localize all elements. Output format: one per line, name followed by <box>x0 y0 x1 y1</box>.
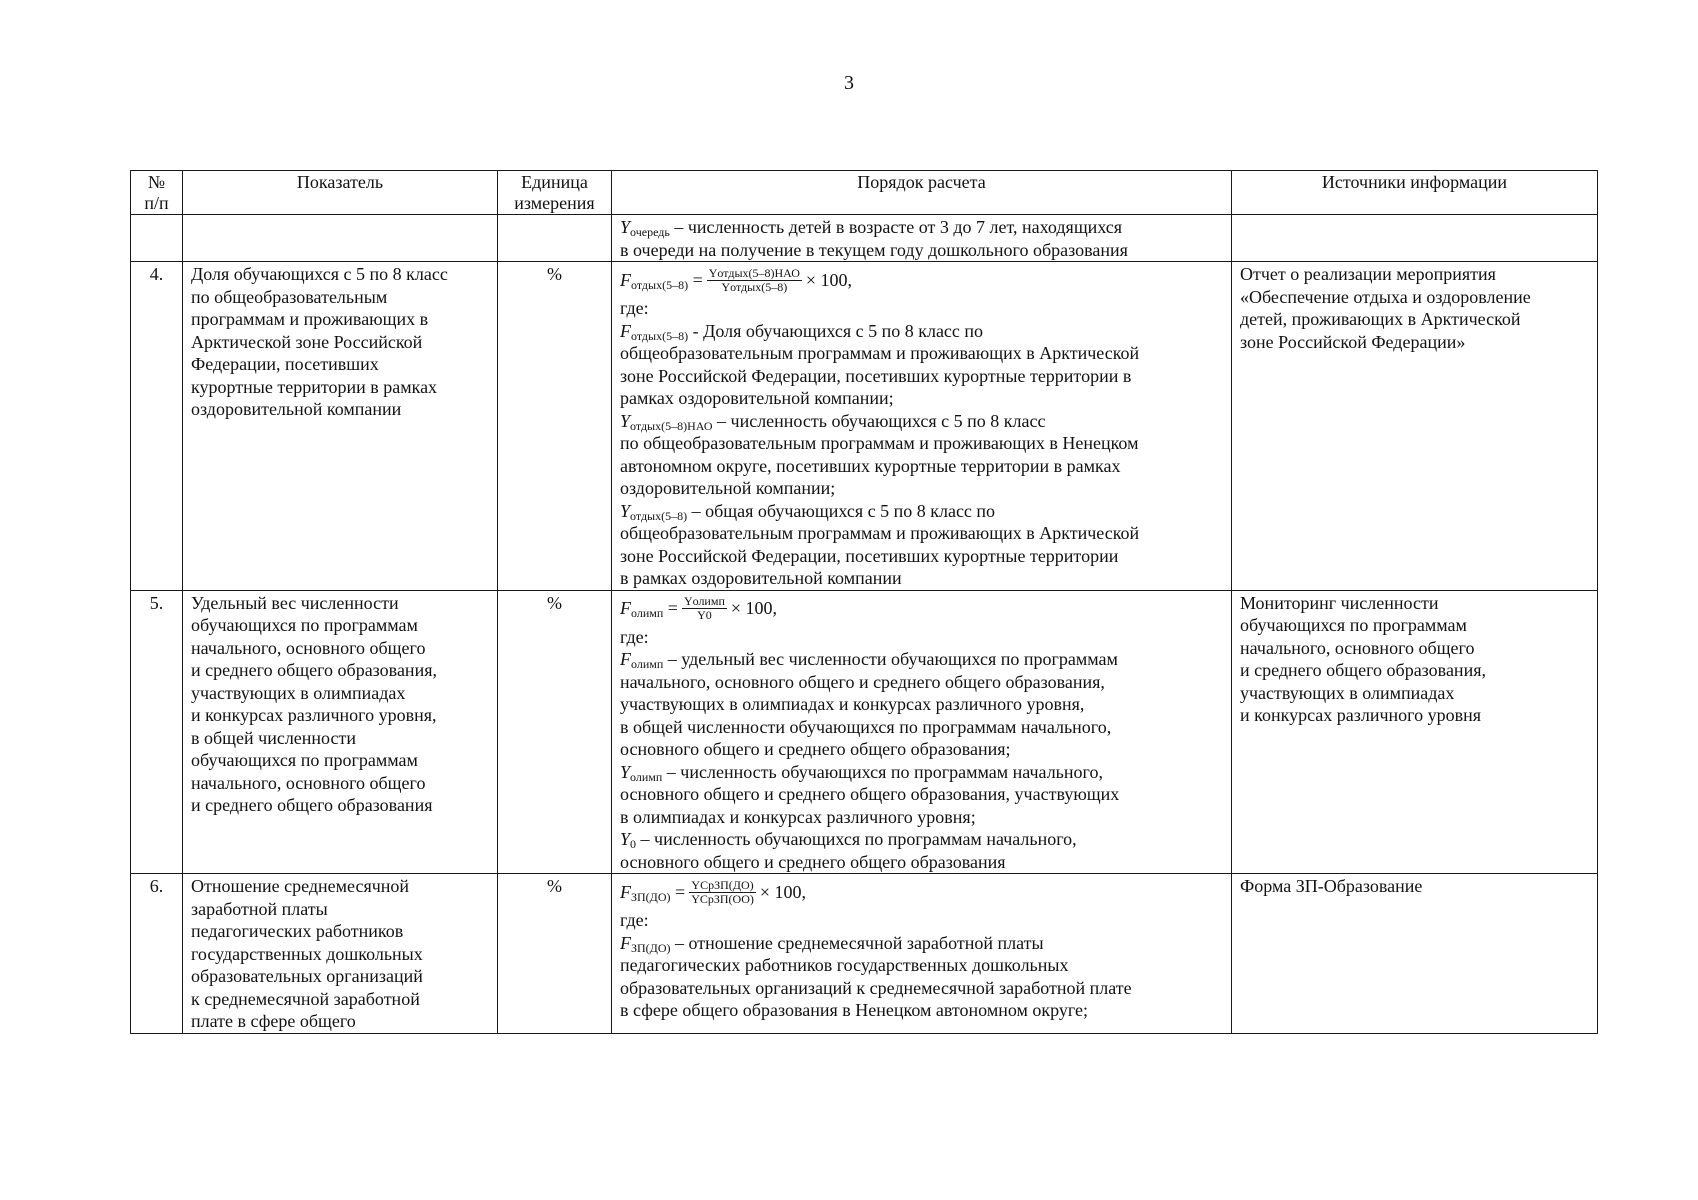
table-row <box>131 590 1598 874</box>
calc-cell: $F_{олимп}$ = $\frac{\text{Yолимп}}{Y0}$ × 100, где: $F_{олимп}$ – удельный вес численности обучающихся по программам начального, основного общего и среднего общего образования, участвующих в олимпиадах и конкурсах различного уровня, в общей численности обучающихся по программам начального, основного общего и среднего общего образования; $Y_{олимп}$ – численность обучающихся по программам начального, основного общего и среднего общего образования, участвующих в олимпиадах и конкурсах различного уровня; $Y_0$ – численность обучающихся по программам начального, основного общего и среднего общего образования <box>612 590 1232 874</box>
table-row <box>131 262 1598 591</box>
source-cell: Мониторинг численности обучающихся по программам начального, основного общего и среднего общего образования, участвующих в олимпиадах и конкурсах различного уровня <box>1232 590 1598 874</box>
formula: $F_{отдых(5-8)}$ = $\frac{\text{Yотдых(5–8)НАО}}{\text{Yотдых(5–8)}}$ × 100, <box>620 265 853 294</box>
unit-cell: % <box>498 874 612 1034</box>
indicator-cell: Отношение среднемесячной заработной платы педагогических работников государственных дошкольных образовательных организаций к среднемесячной заработной плате в сфере общего <box>183 874 498 1034</box>
calc-cell: $Y_{очередь}$ – численность детей в возрасте от 3 до 7 лет, находящихся в очереди на получение в текущем году дошкольного образования <box>612 215 1232 262</box>
header-unit: Единица измерения <box>498 171 612 215</box>
source-cell: Форма ЗП-Образование <box>1232 874 1598 1034</box>
table-row-continuation <box>131 215 1598 262</box>
unit-cell: % <box>498 262 612 591</box>
row-number: 5. <box>131 590 183 874</box>
header-num: № п/п <box>131 171 183 215</box>
source-cell: Отчет о реализации мероприятия «Обеспечение отдыха и оздоровление детей, проживающих в Арктической зоне Российской Федерации» <box>1232 262 1598 591</box>
row-number: 6. <box>131 874 183 1034</box>
table-header-row <box>131 171 1598 215</box>
header-source: Источники информации <box>1232 171 1598 215</box>
page-number: 3 <box>844 72 854 94</box>
formula: $F_{олимп}$ = $\frac{\text{Yолимп}}{Y0}$ × 100, <box>620 594 778 622</box>
calc-cell: $F_{ЗП(ДО)}$ = $\frac{\text{YСрЗП(ДО)}}{\text{YСрЗП(ОО)}}$ × 100, где: $F_{ЗП(ДО)}$ – отношение среднемесячной заработной платы педагогических работников государственных дошкольных образовательных организаций к среднемесячной заработной плате в сфере общего образования в Ненецком автономном округе; <box>612 874 1232 1034</box>
row-number: 4. <box>131 262 183 591</box>
table-row <box>131 874 1598 1034</box>
calc-cell: $F_{отдых(5-8)}$ = $\frac{\text{Yотдых(5–8)НАО}}{\text{Yотдых(5–8)}}$ × 100, где: $F_{отдых(5-8)}$ - Доля обучающихся с 5 по 8 класс по общеобразовательным программам и проживающих в Арктической зоне Российской Федерации, посетивших курортные территории в рамках оздоровительной компании; $Y_{отдых(5-8)НАО}$ – численность обучающихся с 5 по 8 класс по общеобразовательным программам и проживающих в Ненецком автономном округе, посетивших курортные территории в рамках оздоровительной компании; $Y_{отдых(5-8)}$ – общая обучающихся с 5 по 8 класс по общеобразовательным программам и проживающих в Арктической зоне Российской Федерации, посетивших курортные территории в рамках оздоровительной компании <box>612 262 1232 591</box>
unit-cell: % <box>498 590 612 874</box>
formula: $F_{ЗП(ДО)}$ = $\frac{\text{YСрЗП(ДО)}}{\text{YСрЗП(ОО)}}$ × 100, <box>620 877 807 906</box>
header-indicator: Показатель <box>183 171 498 215</box>
indicator-cell: Доля обучающихся с 5 по 8 класс по общеобразовательным программам и проживающих в Арктической зоне Российской Федерации, посетивших курортные территории в рамках оздоровительной компании <box>183 262 498 591</box>
header-calc: Порядок расчета <box>612 171 1232 215</box>
indicator-cell: Удельный вес численности обучающихся по программам начального, основного общего и среднего общего образования, участвующих в олимпиадах и конкурсах различного уровня, в общей численности обучающихся по программам начального, основного общего и среднего общего образования <box>183 590 498 874</box>
indicators-table <box>130 170 1598 1034</box>
